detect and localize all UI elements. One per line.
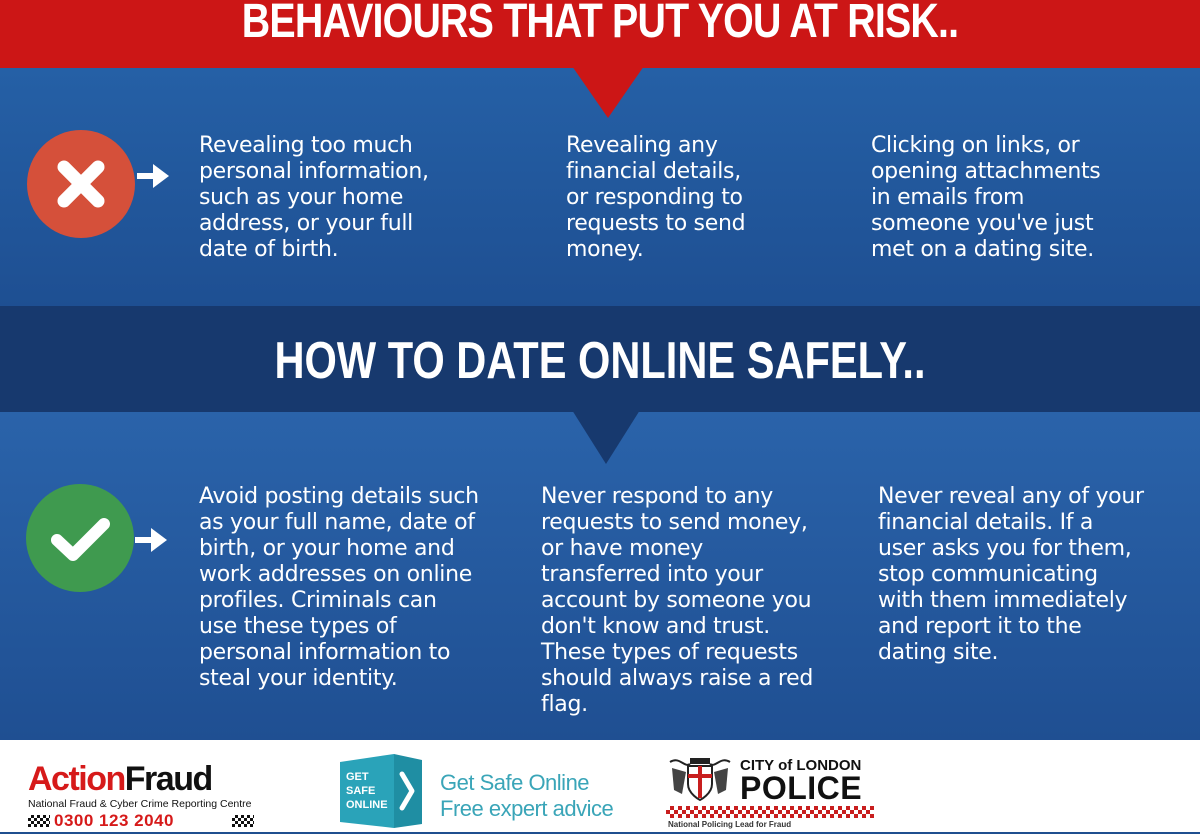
- tip-line: date of birth.: [199, 237, 339, 262]
- tip-line: Avoid posting details such: [199, 484, 479, 509]
- get-safe-online-tagline: Free expert advice: [440, 796, 614, 821]
- gso-badge-line-3: ONLINE: [346, 799, 388, 811]
- tip-line: These types of requests: [541, 640, 798, 665]
- tip-line: Never respond to any: [541, 484, 773, 509]
- police-checker-band: [666, 806, 874, 818]
- tip-line: Revealing any: [566, 133, 718, 158]
- get-safe-online-name: Get Safe Online: [440, 770, 590, 795]
- action-fraud-logo: [28, 760, 268, 830]
- action-fraud-subtitle: National Fraud & Cyber Crime Reporting Centre: [28, 798, 252, 810]
- tip-line: met on a dating site.: [871, 237, 1094, 262]
- tip-line: user asks you for them,: [878, 536, 1132, 561]
- arrow-right-icon: [135, 526, 167, 554]
- risk-tip-clicking-links: [871, 133, 1171, 263]
- tip-line: financial details. If a: [878, 510, 1094, 535]
- arrow-right-icon: [137, 162, 169, 190]
- tip-line: transferred into your: [541, 562, 763, 587]
- tip-line: money.: [566, 237, 644, 262]
- tip-line: or responding to: [566, 185, 743, 210]
- tip-line: or have money: [541, 536, 703, 561]
- action-fraud-phone-row: [28, 813, 260, 829]
- risk-tip-personal-info: [199, 133, 499, 263]
- gso-badge-line-2: SAFE: [346, 785, 376, 797]
- get-safe-online-text: [440, 770, 640, 822]
- tip-line: such as your home: [199, 185, 404, 210]
- tip-line: personal information,: [199, 159, 429, 184]
- check-circle-icon: [26, 484, 134, 592]
- tip-line: Revealing too much: [199, 133, 413, 158]
- tip-line: someone you've just: [871, 211, 1094, 236]
- risk-banner-pointer: [572, 66, 644, 118]
- tip-line: birth, or your home and: [199, 536, 455, 561]
- tip-line: personal information to: [199, 640, 451, 665]
- x-circle-icon: [27, 130, 135, 238]
- safe-tip-never-send-money: [541, 484, 871, 718]
- tip-line: work addresses on online: [199, 562, 472, 587]
- tip-line: profiles. Criminals can: [199, 588, 437, 613]
- police-crest-icon: [666, 754, 734, 804]
- tip-line: flag.: [541, 692, 588, 717]
- tip-line: address, or your full: [199, 211, 413, 236]
- tip-line: opening attachments: [871, 159, 1101, 184]
- risk-tip-financial-details: [566, 133, 826, 263]
- safe-banner-pointer: [572, 410, 640, 464]
- tip-line: dating site.: [878, 640, 999, 665]
- tip-line: don't know and trust.: [541, 614, 770, 639]
- tip-line: account by someone you: [541, 588, 812, 613]
- police-tagline: National Policing Lead for Fraud: [668, 820, 792, 829]
- action-fraud-name: ActionFraud: [28, 760, 212, 798]
- action-fraud-phone: 0300 123 2040: [54, 811, 174, 830]
- tip-line: as your full name, date of: [199, 510, 475, 535]
- tip-line: in emails from: [871, 185, 1025, 210]
- tip-line: use these types of: [199, 614, 397, 639]
- tip-line: steal your identity.: [199, 666, 398, 691]
- get-safe-online-badge-icon: [338, 752, 422, 830]
- tip-line: and report it to the: [878, 614, 1082, 639]
- tip-line: requests to send: [566, 211, 746, 236]
- safe-section-title: HOW TO DATE ONLINE SAFELY..: [274, 332, 926, 390]
- tip-line: requests to send money,: [541, 510, 808, 535]
- safe-tip-never-reveal-financial: [878, 484, 1178, 666]
- safe-tip-avoid-posting-details: [199, 484, 519, 692]
- police-text: POLICE: [740, 770, 863, 806]
- checker-pattern-right: [232, 815, 254, 827]
- risk-section-title: BEHAVIOURS THAT PUT YOU AT RISK..: [241, 0, 959, 48]
- tip-line: Clicking on links, or: [871, 133, 1080, 158]
- tip-line: should always raise a red: [541, 666, 814, 691]
- gso-badge-line-1: GET: [346, 771, 369, 783]
- checker-pattern-left: [28, 815, 50, 827]
- city-of-london-police-logo: [666, 754, 878, 832]
- tip-line: Never reveal any of your: [878, 484, 1144, 509]
- tip-line: with them immediately: [878, 588, 1128, 613]
- city-of-london-text: CITY of LONDON: [740, 757, 862, 774]
- tip-line: financial details,: [566, 159, 741, 184]
- tip-line: stop communicating: [878, 562, 1098, 587]
